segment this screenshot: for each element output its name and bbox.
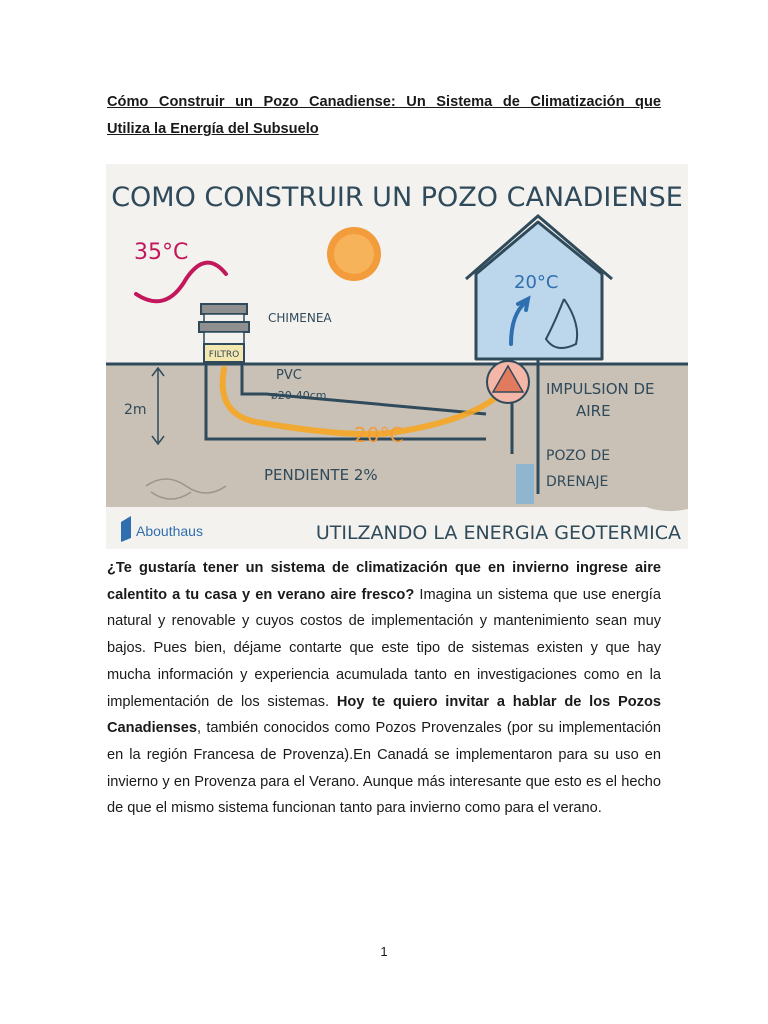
intro-paragraph bbox=[107, 555, 661, 822]
intro-text: Imagina un sistema que use energía natural y renovable y cuyos costos de implementación y mantenimiento sean muy bajos. Pues bien, déjame contarte que este tipo de sistemas existen y que hay mucha información y experiencia acumulada tanto en investigaciones como en la implementación de los sistemas. bbox=[107, 586, 661, 710]
intro-question: ¿Te gustaría tener un sistema de climatización que en invierno ingrese aire calentito a tu casa y en verano aire fresco? bbox=[107, 560, 661, 603]
depth-label: 2m bbox=[124, 402, 147, 418]
slope-label: PENDIENTE 2% bbox=[264, 466, 378, 484]
chimney-vent-icon bbox=[204, 332, 244, 344]
drain-label-line2: DRENAJE bbox=[546, 474, 609, 490]
illustration-footer: UTILZANDO LA ENERGIA GEOTERMICA bbox=[315, 522, 681, 544]
title-line-2: Utiliza la Energía del Subsuelo bbox=[107, 121, 319, 137]
invitation-text: Hoy te quiero invitar a hablar de los Pozos Canadienses bbox=[107, 693, 661, 737]
drain-water bbox=[516, 464, 534, 504]
pozo-canadiense-illustration bbox=[106, 164, 688, 549]
brand-name: Abouthaus bbox=[136, 523, 203, 539]
pvc-label: PVC bbox=[276, 368, 302, 383]
document-title bbox=[107, 89, 661, 143]
drain-label-line1: POZO DE bbox=[546, 448, 611, 464]
pvc-size-label: ø20-40cm bbox=[271, 389, 327, 402]
chimney-cap-icon bbox=[199, 322, 249, 332]
impulsion-label-line1: IMPULSION DE bbox=[546, 380, 655, 398]
house-temperature: 20°C bbox=[514, 272, 559, 293]
outside-temperature: 35°C bbox=[134, 240, 189, 265]
illustration-heading: COMO CONSTRUIR UN POZO CANADIENSE bbox=[111, 182, 683, 213]
title-line-1: Cómo Construir un Pozo Canadiense: Un Sistema de Climatización que bbox=[107, 94, 661, 110]
page-number: 1 bbox=[380, 944, 388, 959]
chimney-label: CHIMENEA bbox=[268, 311, 332, 325]
impulsion-label-line2: AIRE bbox=[576, 402, 611, 420]
description-text: , también conocidos como Pozos Provenzales (por su implementación en la región Francesa de Provenza).En Canadá se implementaron para su uso en invierno y en Provenza para el Verano. Aunque más interesante que esto es el hecho de que el mismo sistema funcionan tanto para invierno como para el verano. bbox=[107, 720, 661, 817]
sun-core-icon bbox=[334, 234, 374, 274]
filter-label: FILTRO bbox=[208, 350, 240, 360]
chimney-cap-icon bbox=[201, 304, 247, 314]
pipe-temperature: 20°C bbox=[354, 423, 404, 447]
chimney-vent-icon bbox=[204, 314, 244, 322]
